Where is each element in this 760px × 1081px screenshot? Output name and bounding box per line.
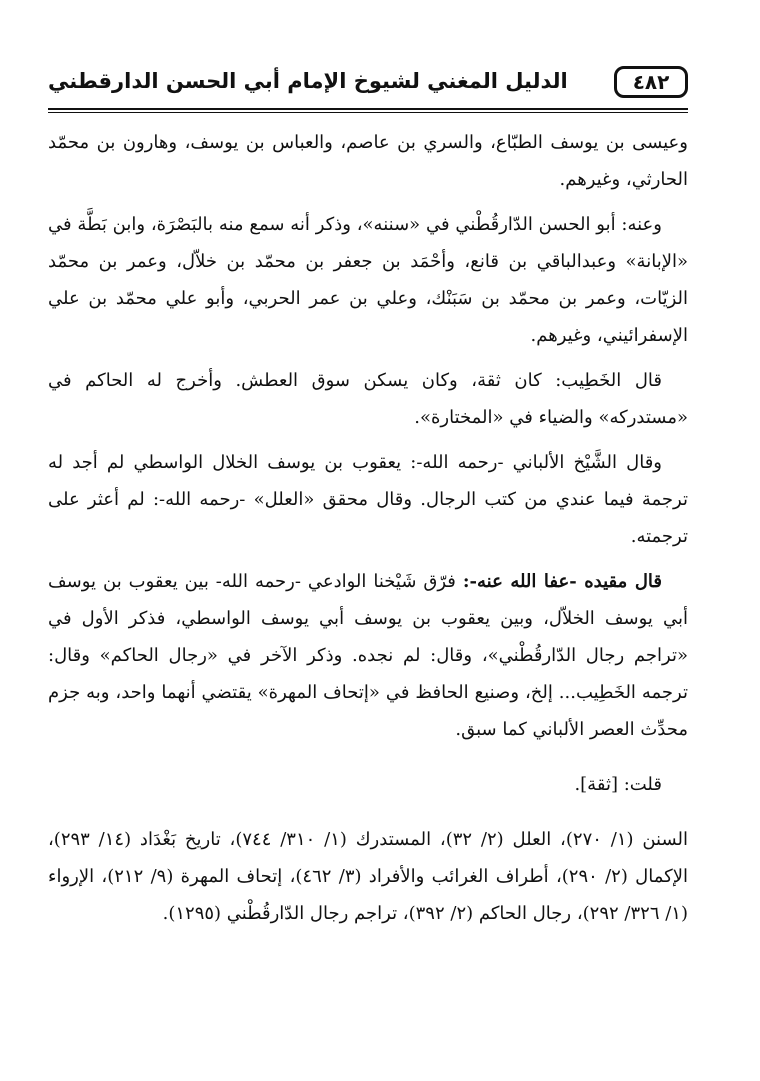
paragraph-khatib-quote: قال الخَطِيب: كان ثقة، وكان يسكن سوق العطش. وأخرج له الحاكم في «مستدركه» والضياء في «المختارة». — [48, 370, 688, 428]
verdict-line: قلت: [ثقة]. — [574, 774, 662, 795]
paragraph-editor-note — [48, 563, 688, 748]
page-number: ٤٨٢ — [614, 66, 688, 98]
header-rule-thin — [48, 112, 688, 113]
paragraph-teachers-continued: وعيسى بن يوسف الطبّاع، والسري بن عاصم، والعباس بن يوسف، وهارون بن محمّد الحارثي، وغيرهم. — [48, 132, 688, 190]
paragraph-albani-quote: وقال الشَّيْخ الألباني -رحمه الله-: يعقوب بن يوسف الخلال الواسطي لم أجد له ترجمة فيما عندي من كتب الرجال. وقال محقق «العلل» -رحمه الله-: لم أعثر على ترجمته. — [48, 452, 688, 547]
editor-note-lead: قال مقيده -عفا الله عنه-: — [462, 571, 662, 592]
running-title: الدليل المغني لشيوخ الإمام أبي الحسن الدارقطني — [48, 69, 568, 93]
sources-paragraph: السنن (١/ ٢٧٠)، العلل (٢/ ٣٢)، المستدرك (١/ ٣١٠/ ٧٤٤)، تاريخ بَغْدَاد (١٤/ ٢٩٣)، الإكمال (٢/ ٢٩٠)، أطراف الغرائب والأفراد (٣/ ٤٦٢)، إتحاف المهرة (٩/ ٢١٢)، الإرواء (١/ ٣٢٦/ ٢٩٢)، رجال الحاكم (٢/ ٣٩٢)، تراجم رجال الدّارقُطْني (١٢٩٥). — [48, 829, 689, 924]
paragraph-students: وعنه: أبو الحسن الدّارقُطْني في «سننه»، وذكر أنه سمع منه بالبَصْرَة، وابن بَطَّة في «الإبانة» وعبدالباقي بن قانع، وأحْمَد بن جعفر بن محمّد بن خلاّل، وعمر بن محمّد الزيّات، وعمر بن محمّد بن سَبَنْك، وعلي بن عمر الحربي، وأبو علي محمّد بن علي الإسفرائيني، وغيرهم. — [48, 214, 688, 346]
editor-note-text: فرّق شَيْخنا الوادعي -رحمه الله- بين يعقوب بن يوسف أبي يوسف الخلاّل، وبين يعقوب بن يوسف أبي يوسف الواسطي، فذكر الأول في «تراجم رجال الدّارقُطْني»، وقال: لم نجده. وذكر الآخر في «رجال الحاكم» وقال: ترجمه الخَطِيب... إلخ، وصنيع الحافظ في «إتحاف المهرة» يقتضي أنهما واحد، وبه جزم محدِّث العصر الألباني كما سبق. — [48, 571, 688, 740]
page-body — [48, 124, 688, 940]
book-page — [48, 62, 688, 1022]
header-rule — [48, 108, 688, 110]
page-header — [48, 62, 688, 102]
